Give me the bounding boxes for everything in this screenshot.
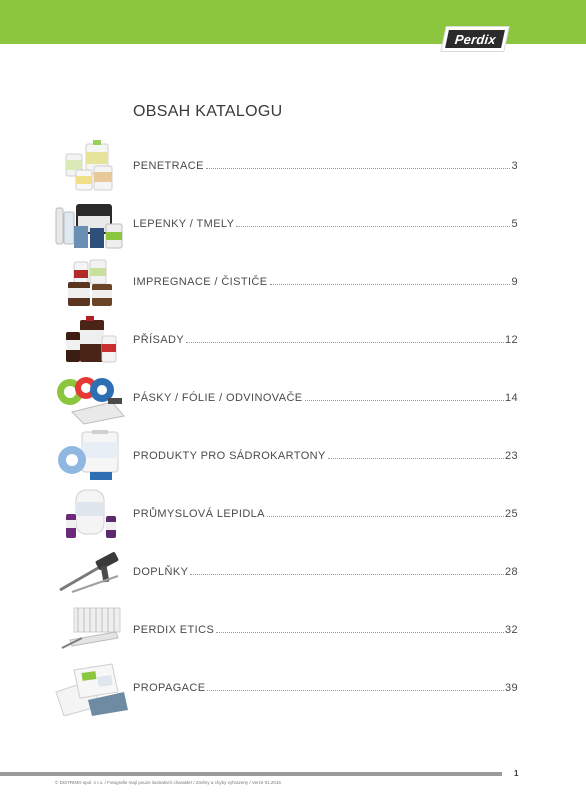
toc-row-prisady[interactable]	[0, 312, 586, 370]
penetrace-products-image	[52, 140, 130, 194]
dot-leader	[190, 574, 504, 575]
toc-label: PÁSKY / FÓLIE / ODVINOVAČE	[133, 392, 303, 404]
page-title: OBSAH KATALOGU	[133, 103, 283, 120]
sadrokartony-products-image	[52, 430, 130, 484]
dot-leader	[207, 690, 503, 691]
dot-leader	[305, 400, 504, 401]
lepenky-tmely-products-image	[52, 198, 130, 252]
dot-leader	[267, 516, 504, 517]
toc-label: PENETRACE	[133, 160, 204, 172]
footer-note: © DISTRIMO spol. s r.o. / Fotografie mají pouze ilustrativní charakter / Změny a chyby vyhrazeny / Verze 01.2016	[55, 780, 281, 785]
perdix-logo	[441, 27, 508, 51]
toc-row-produkty-sadrokartony[interactable]	[0, 428, 586, 486]
toc-page-number: 12	[504, 334, 518, 346]
toc-row-impregnace-cistice[interactable]	[0, 254, 586, 312]
dot-leader	[216, 632, 504, 633]
toc-page-number: 32	[504, 624, 518, 636]
toc-page-number: 5	[511, 218, 518, 230]
toc-page-number: 39	[504, 682, 518, 694]
toc-label: DOPLŇKY	[133, 566, 189, 578]
footer-rule	[0, 772, 502, 776]
dot-leader	[186, 342, 504, 343]
toc-row-lepenky-tmely[interactable]	[0, 196, 586, 254]
toc-page-number: 14	[504, 392, 518, 404]
prisady-products-image	[52, 314, 130, 368]
toc-page-number: 9	[511, 276, 518, 288]
dot-leader	[270, 284, 511, 285]
toc-page-number: 3	[511, 160, 518, 172]
dot-leader	[328, 458, 504, 459]
toc-label: PŘÍSADY	[133, 334, 185, 346]
toc-label: PROPAGACE	[133, 682, 206, 694]
perdix-etics-products-image	[52, 604, 130, 658]
toc-row-penetrace[interactable]	[0, 138, 586, 196]
dot-leader	[206, 168, 511, 169]
toc-page-number: 28	[504, 566, 518, 578]
toc-page-number: 25	[504, 508, 518, 520]
toc-label: PERDIX ETICS	[133, 624, 215, 636]
toc-label: IMPREGNACE / ČISTIČE	[133, 276, 268, 288]
toc-label: PRODUKTY PRO SÁDROKARTONY	[133, 450, 326, 462]
toc-row-pasky-folie-odvinovace[interactable]	[0, 370, 586, 428]
doplnky-products-image	[52, 546, 130, 600]
pasky-folie-products-image	[52, 372, 130, 426]
toc-label: PRŮMYSLOVÁ LEPIDLA	[133, 508, 265, 520]
toc-page-number: 23	[504, 450, 518, 462]
toc-label: LEPENKY / TMELY	[133, 218, 235, 230]
dot-leader	[236, 226, 510, 227]
prumyslova-lepidla-products-image	[52, 488, 130, 542]
toc-row-propagace[interactable]	[0, 660, 586, 718]
toc-row-prumyslova-lepidla[interactable]	[0, 486, 586, 544]
toc-row-perdix-etics[interactable]	[0, 602, 586, 660]
logo-text: Perdix	[453, 31, 497, 47]
propagace-products-image	[52, 662, 130, 716]
impregnace-cistice-products-image	[52, 256, 130, 310]
toc-row-doplnky[interactable]	[0, 544, 586, 602]
footer-page-number: 1	[514, 769, 519, 778]
